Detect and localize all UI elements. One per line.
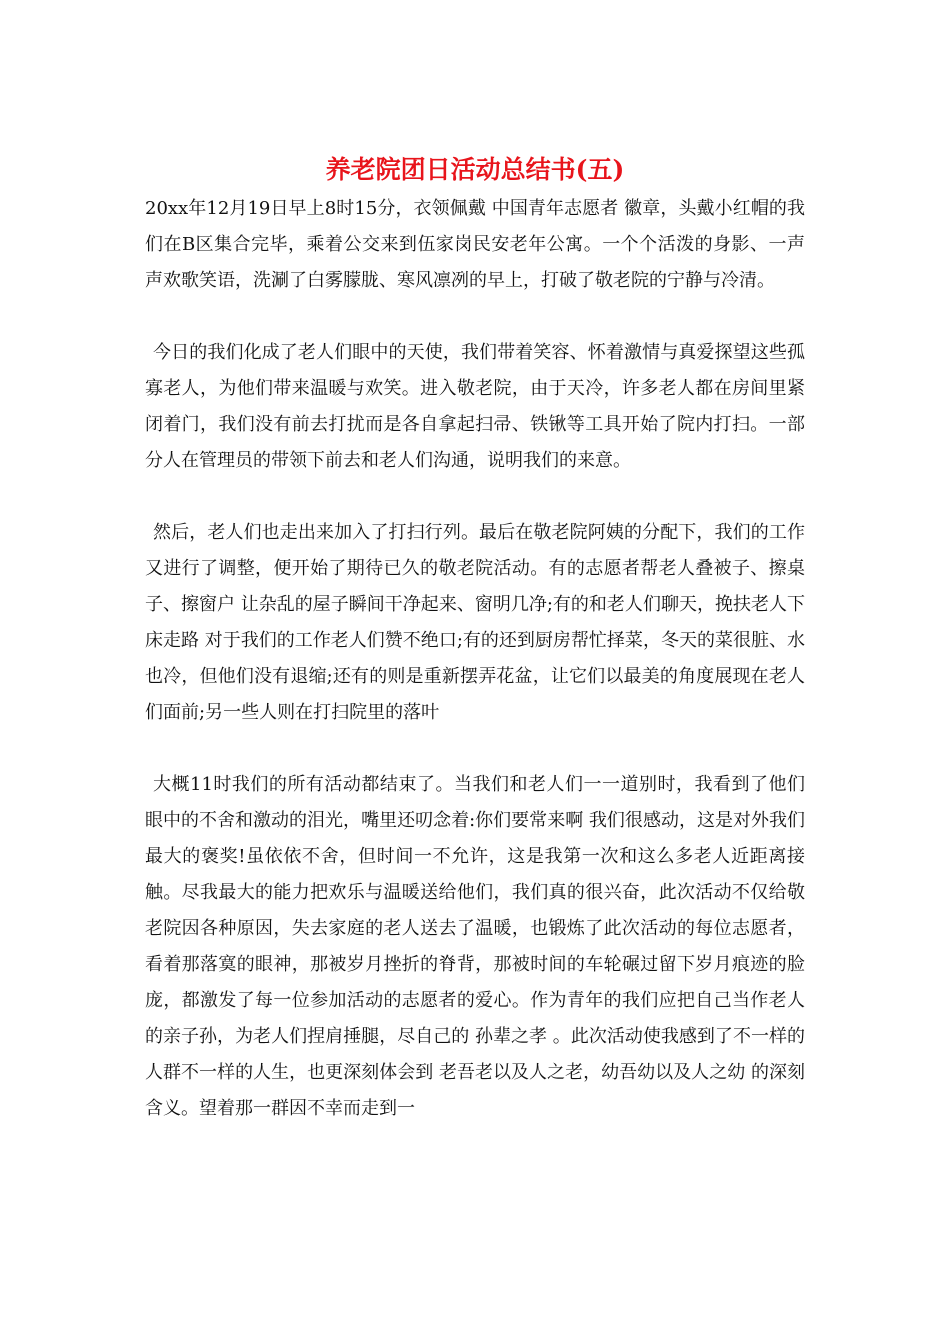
- paragraph-2: 今日的我们化成了老人们眼中的天使，我们带着笑容、怀着激情与真爱探望这些孤寡老人，为他们带来温暖与欢笑。进入敬老院，由于天冷，许多老人都在房间里紧闭着门，我们没有前去打扰而是各自拿起扫帚、铁锹等工具开始了院内打扫。一部分人在管理员的带领下前去和老人们沟通，说明我们的来意。: [145, 342, 805, 471]
- document-title: 养老院团日活动总结书(五): [325, 155, 625, 184]
- document-body: [145, 191, 805, 1163]
- paragraph-3: 然后，老人们也走出来加入了打扫行列。最后在敬老院阿姨的分配下，我们的工作又进行了调整，便开始了期待已久的敬老院活动。有的志愿者帮老人叠被子、擦桌子、擦窗户 让杂乱的屋子瞬间干净起来、窗明几净;有的和老人们聊天，挽扶老人下床走路 对于我们的工作老人们赞不绝口;有的还到厨房帮忙择菜，冬天的菜很脏、水也冷，但他们没有退缩;还有的则是重新摆弄花盆，让它们以最美的角度展现在老人们面前;另一些人则在打扫院里的落叶: [145, 522, 805, 723]
- paragraph-4: 大概11时我们的所有活动都结束了。当我们和老人们一一道别时，我看到了他们眼中的不舍和激动的泪光，嘴里还叨念着:你们要常来啊 我们很感动，这是对外我们最大的褒奖!虽依依不舍，但时间一不允许，这是我第一次和这么多老人近距离接触。尽我最大的能力把欢乐与温暖送给他们，我们真的很兴奋，此次活动不仅给敬老院因各种原因，失去家庭的老人送去了温暖，也锻炼了此次活动的每位志愿者，看着那落寞的眼神，那被岁月挫折的脊背，那被时间的车轮碾过留下岁月痕迹的脸庞，都激发了每一位参加活动的志愿者的爱心。作为青年的我们应把自己当作老人的亲子孙，为老人们捏肩捶腿，尽自己的 孙辈之孝 。此次活动使我感到了不一样的人群不一样的人生，也更深刻体会到 老吾老以及人之老，幼吾幼以及人之幼 的深刻含义。望着那一群因不幸而走到一: [145, 774, 805, 1119]
- paragraph-1: 20xx年12月19日早上8时15分，衣领佩戴 中国青年志愿者 徽章，头戴小红帽的我们在B区集合完毕，乘着公交来到伍家岗民安老年公寓。一个个活泼的身影、一声声欢歌笑语，洗涮了白雾朦胧、寒风凛冽的早上，打破了敬老院的宁静与冷清。: [145, 198, 805, 291]
